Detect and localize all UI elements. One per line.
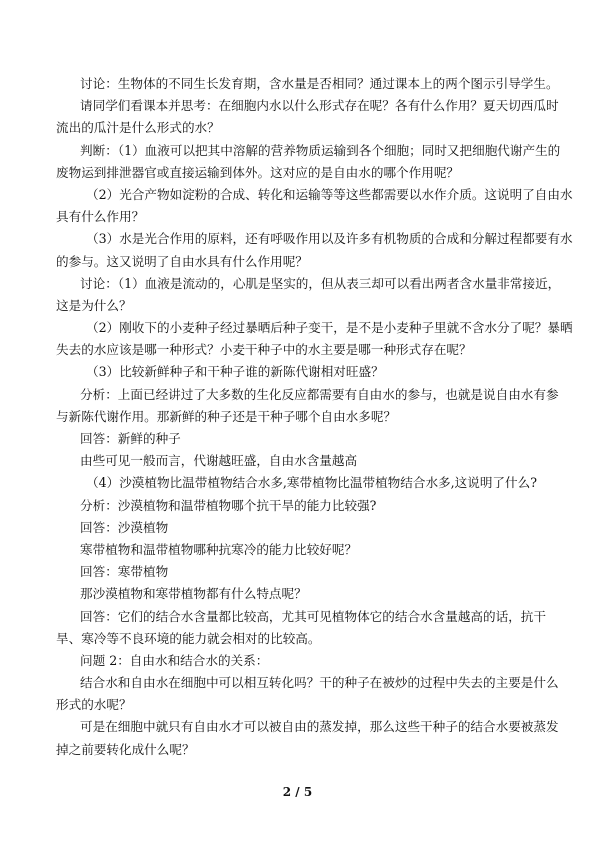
- text-line: 寒带植物和温带植物哪种抗寒冷的能力比较好呢？: [80, 541, 358, 557]
- text-line: 掉之前要转化成什么呢？: [56, 741, 195, 757]
- text-line: 结合水和自由水在细胞中可以相互转化吗？干的种子在被炒的过程中失去的主要是什么: [80, 675, 559, 691]
- text-line: （3）水是光合作用的原料，还有呼吸作用以及许多有机物质的合成和分解过程都要有水: [86, 231, 573, 247]
- text-line: 回答：寒带植物: [80, 564, 169, 580]
- text-line: 与新陈代谢作用。那新鲜的种子还是干种子哪个自由水多呢？: [56, 408, 397, 424]
- text-line: 形式的水呢？: [56, 697, 132, 713]
- text-line: 那沙漠植物和寒带植物都有什么特点呢？: [80, 586, 307, 602]
- text-line: （3）比较新鲜种子和干种子谁的新陈代谢相对旺盛？: [86, 364, 384, 380]
- document-body: [56, 73, 573, 761]
- text-line: 的参与。这又说明了自由水具有什么作用呢？: [56, 253, 308, 269]
- text-line: 废物运到排泄器官或直接运输到体外。这对应的是自由水的哪个作用呢？: [56, 164, 459, 180]
- text-line: 判断：（1）血液可以把其中溶解的营养物质运输到各个细胞；同时又把细胞代谢产生的: [80, 142, 561, 158]
- text-line: 具有什么作用？: [56, 209, 145, 225]
- text-line: 讨论：生物体的不同生长发育期，含水量是否相同？通过课本上的两个图示引导学生。: [80, 76, 559, 91]
- text-line: 分析：上面已经讲过了大多数的生化反应都需要有自由水的参与，也就是说自由水有参: [80, 386, 559, 402]
- text-line: 回答：它们的结合水含量都比较高，尤其可见植物体它的结合水含量越高的话，抗干: [80, 608, 546, 624]
- text-line: 由些可见一般而言，代谢越旺盛，自由水含量越高: [80, 453, 358, 469]
- text-line: （2）刚收下的小麦种子经过暴晒后种子变干，是不是小麦种子里就不含水分了呢？暴晒: [86, 320, 573, 336]
- text-line: 旱、寒冷等不良环境的能力就会相对的比较高。: [56, 630, 321, 646]
- text-line: 可是在细胞中就只有自由水才可以被自由的蒸发掉，那么这些干种子的结合水要被蒸发: [80, 719, 559, 735]
- text-line: 讨论：（1）血液是流动的，心肌是坚实的，但从表三却可以看出两者含水量非常接近，: [80, 275, 561, 291]
- text-line: 回答：新鲜的种子: [80, 431, 181, 446]
- page-number: 2 / 5: [282, 785, 313, 799]
- text-line: （4）沙漠植物比温带植物结合水多,寒带植物比温带植物结合水多,这说明了什么?: [86, 475, 537, 491]
- text-line: 失去的水应该是哪一种形式？小麦干种子中的水主要是哪一种形式存在呢？: [56, 342, 472, 358]
- text-line: （2）光合产物如淀粉的合成、转化和运输等等这些都需要以水作介质。这说明了自由水: [86, 186, 573, 202]
- text-line: 分析：沙漠植物和温带植物哪个抗干旱的能力比较强?: [80, 497, 377, 513]
- text-line: 问题 2：自由水和结合水的关系：: [80, 652, 269, 668]
- text-line: 请同学们看课本并思考：在细胞内水以什么形式存在呢？各有什么作用？夏天切西瓜时: [80, 98, 559, 114]
- text-line: 回答：沙漠植物: [80, 519, 169, 535]
- text-line: 这是为什么？: [56, 297, 132, 313]
- text-line: 流出的瓜汁是什么形式的水？: [56, 120, 220, 136]
